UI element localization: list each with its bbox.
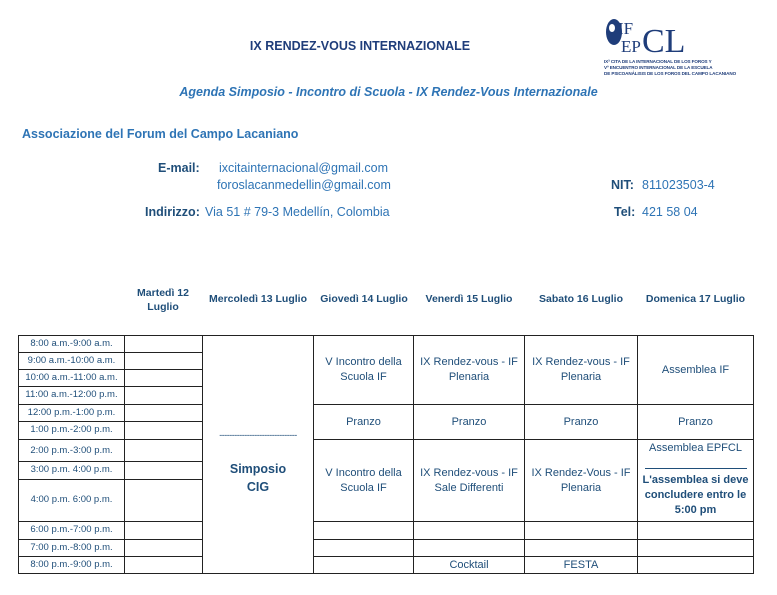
page-title: IX RENDEZ-VOUS INTERNAZIONALE <box>249 39 471 53</box>
simposio-divider: ------------------------------- <box>219 430 297 440</box>
address-label: Indirizzo: <box>145 205 200 219</box>
tel-value: 421 58 04 <box>642 205 698 219</box>
sun-afternoon-event <box>638 441 753 518</box>
nit-label: NIT: <box>611 178 634 192</box>
lunch-fri: Pranzo <box>451 415 487 428</box>
sun-afternoon-title: Assemblea EPFCL <box>649 442 742 454</box>
lunch-thu: Pranzo <box>346 415 381 428</box>
nit-value: 811023503-4 <box>642 178 715 192</box>
time-slot: 12:00 p.m.-1:00 p.m. <box>27 407 116 418</box>
email-2[interactable]: foroslacanmedellin@gmail.com <box>217 178 391 192</box>
logo-cl: CL <box>642 23 686 60</box>
sat-morning-event: IX Rendez-vous - IF Plenaria <box>532 356 630 383</box>
simposio-label: Simposio <box>229 462 287 476</box>
lunch-sun: Pranzo <box>678 415 713 428</box>
time-slot: 6:00 p.m.-7:00 p.m. <box>30 524 113 535</box>
time-slot: 7:00 p.m.-8:00 p.m. <box>30 542 113 553</box>
time-slot: 3:00 p.m. 4:00 p.m. <box>30 464 113 475</box>
day-header: Domenica 17 Luglio <box>645 293 746 305</box>
logo-line: IXª CITA DE LA INTERNACIONAL DE LOS FOROS Y <box>604 59 712 64</box>
address-value: Via 51 # 79-3 Medellín, Colombia <box>205 205 390 219</box>
simposio-event <box>203 460 313 496</box>
email-label: E-mail: <box>158 161 200 175</box>
sat-afternoon-event: IX Rendez-Vous - IF Plenaria <box>531 466 631 494</box>
sat-festa: FESTA <box>563 558 599 571</box>
time-slot: 2:00 p.m.-3:00 p.m. <box>30 445 113 456</box>
sun-morning-event: Assemblea IF <box>661 363 730 376</box>
sun-afternoon-note: L'assemblea si deve concludere entro le 5:00 pm <box>642 474 749 516</box>
lunch-sat: Pranzo <box>563 415 599 428</box>
sun-afternoon-divider <box>645 468 747 469</box>
fri-cocktail: Cocktail <box>449 558 489 571</box>
association-name: Associazione del Forum del Campo Lacaniano <box>22 127 299 141</box>
day-header: Venerdì 15 Luglio <box>425 293 513 305</box>
time-slot: 11:00 a.m.-12:00 p.m. <box>25 389 118 400</box>
day-header: Giovedì 14 Luglio <box>320 293 408 305</box>
time-slot: 9:00 a.m.-10:00 a.m. <box>27 355 116 366</box>
thu-morning-event: V Incontro della Scuola IF <box>325 356 402 383</box>
logo-if: IF <box>618 19 634 38</box>
cig-label: CIG <box>246 480 270 494</box>
time-slot: 8:00 p.m.-9:00 p.m. <box>30 559 113 570</box>
time-slot: 10:00 a.m.-11:00 a.m. <box>25 372 118 383</box>
thu-afternoon-event: V Incontro della Scuola IF <box>325 466 402 494</box>
fri-morning-event: IX Rendez-vous - IF Plenaria <box>420 356 518 383</box>
logo-line: Vº ENCUENTRO INTERNACIONAL DE LA ESCUELA <box>604 65 713 70</box>
day-header: Martedì 12 Luglio <box>137 287 189 313</box>
time-slot: 4:00 p.m. 6:00 p.m. <box>30 494 113 505</box>
time-slot: 1:00 p.m.-2:00 p.m. <box>30 424 113 435</box>
email-1[interactable]: ixcitainternacional@gmail.com <box>219 161 389 175</box>
day-header: Mercoledì 13 Luglio <box>208 293 308 305</box>
logo-line: DE PSICOANÁLISIS DE LOS FOROS DEL CAMPO LACANIANO <box>604 71 737 76</box>
page-subtitle: Agenda Simposio - Incontro di Scuola - IX Rendez-Vous Internazionale <box>179 85 598 99</box>
day-header: Sabato 16 Luglio <box>538 293 623 305</box>
fri-afternoon-event: IX Rendez-vous - IF Sale Differenti <box>420 466 518 494</box>
tel-label: Tel: <box>614 205 636 219</box>
time-slot: 8:00 a.m.-9:00 a.m. <box>30 338 113 349</box>
logo-ep: EP <box>621 37 641 56</box>
